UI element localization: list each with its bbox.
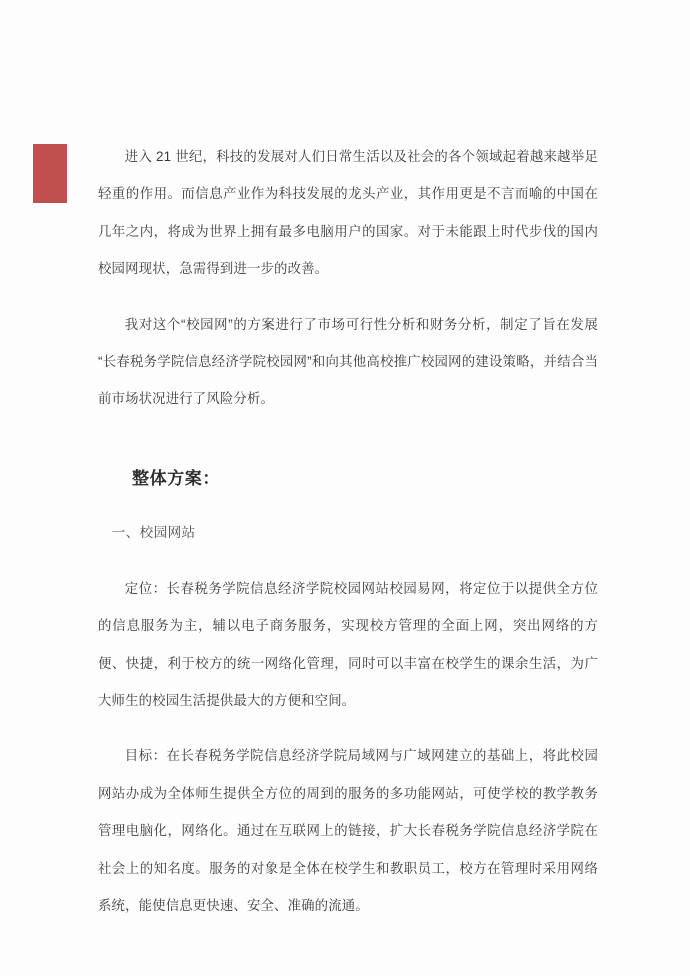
paragraph-spacer [98,288,598,306]
subheading-spacer [98,496,598,516]
paragraph-intro-2: 我对这个“校园网”的方案进行了市场可行性分析和财务分析，制定了旨在发展“长春税务学院信息经济学院校园网”和向其他高校推广校园网的建设策略，并结合当前市场状况进行了风险分析。 [98,316,598,407]
paragraph-positioning: 定位：长春税务学院信息经济学院校园网站校园易网，将定位于以提供全方位的信息服务为主，辅以电子商务服务，实现校方管理的全面上网，突出网络的方便、快捷，利于校方的统一网络化管理，同时可以丰富在校学生的课余生活，为广大师生的校园生活提供最大的方便和空间。 [98,580,598,709]
red-margin-block [33,144,67,203]
heading-spacer [98,418,598,462]
paragraph-goal: 目标：在长春税务学院信息经济学院局域网与广域网建立的基础上，将此校园网站办成为全体师生提供全方位的周到的服务的多功能网站，可使学校的教学教务管理电脑化，网络化。通过在互联网上的链接，扩大长春税务学院信息经济学院在社会上的知名度。服务的对象是全体在校学生和教职员工，校方在管理时采用网络系统，能使信息更快速、安全、准确的流通。 [98,748,598,914]
paragraph-intro-1: 进入 21 世纪，科技的发展对人们日常生活以及社会的各个领域起着越来越举足轻重的作用。而信息产业作为科技发展的龙头产业，其作用更是不言而喻的中国在几年之内，将成为世界上拥有最多电脑用户的国家。对于未能跟上时代步伐的国内校园网现状，急需得到进一步的改善。 [98,149,598,277]
paragraph-spacer-2 [98,719,598,737]
section-spacer [98,550,598,570]
heading-overall-plan: 整体方案： [132,468,220,488]
document-content [98,138,598,925]
heading-section-one: 一、校园网站 [111,524,196,540]
